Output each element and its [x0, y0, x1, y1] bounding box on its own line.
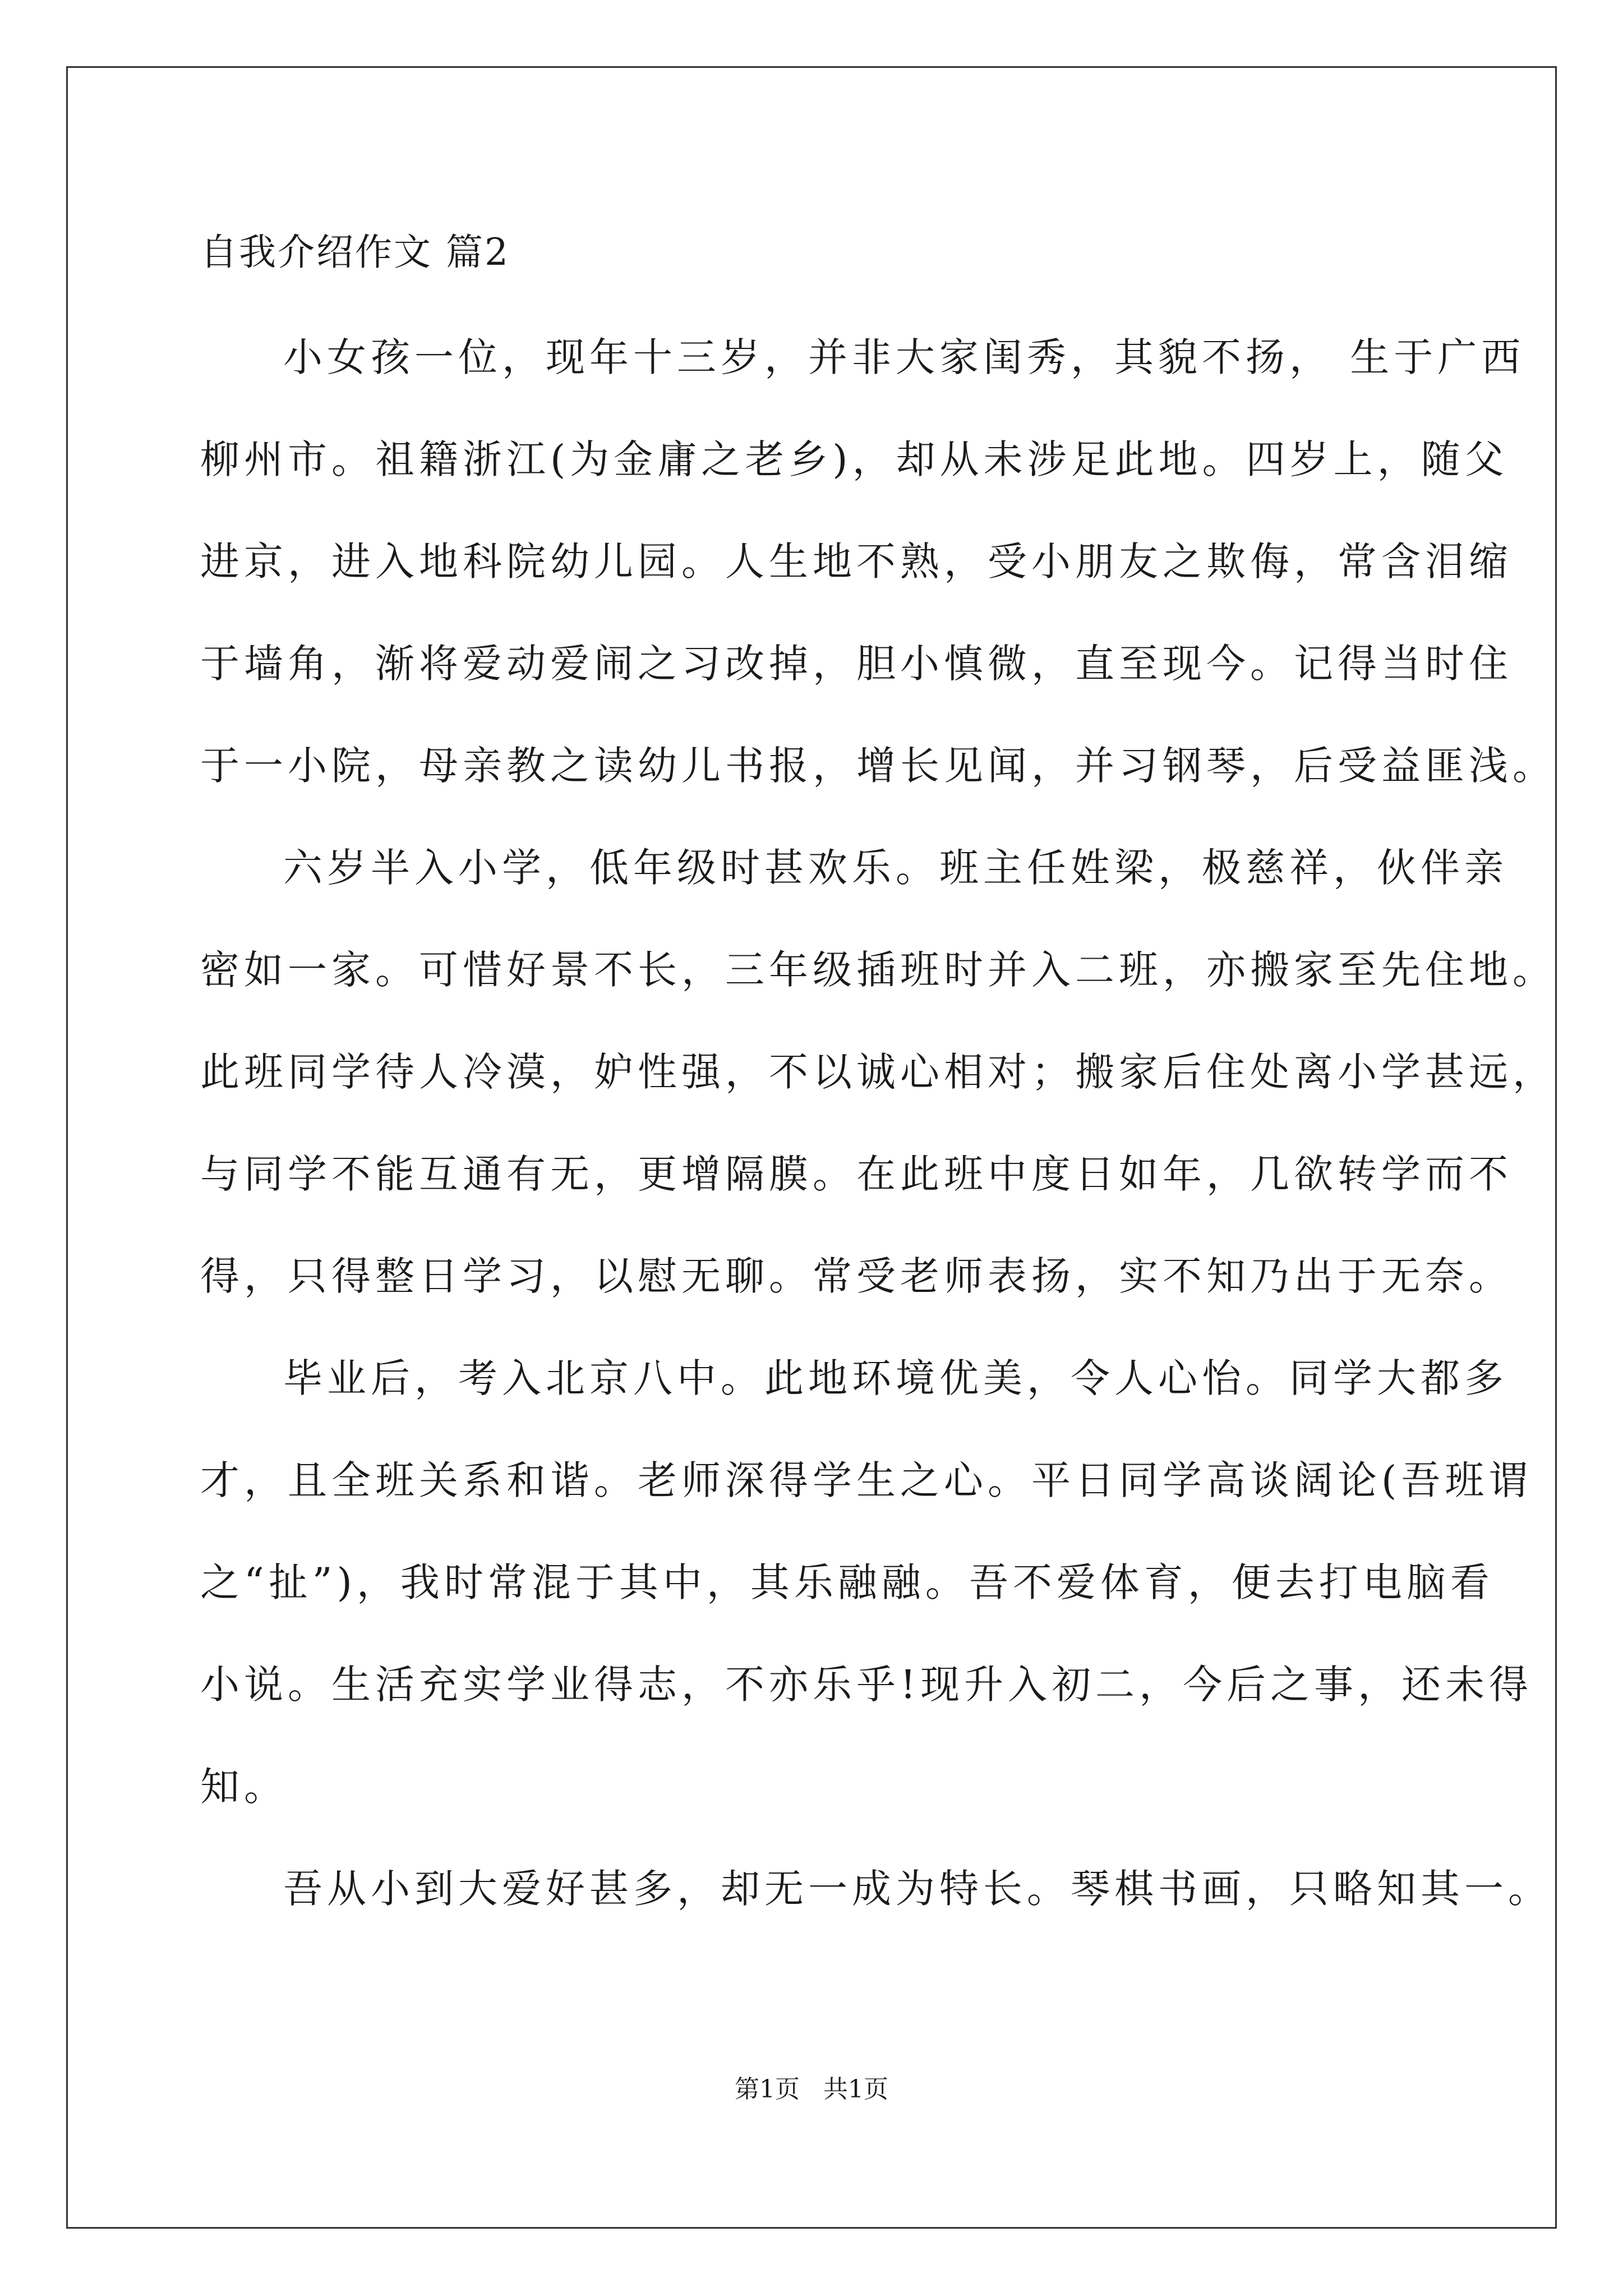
paragraph-2-line-3: 此班同学待人冷漠，妒性强，不以诚心相对；搬家后住处离小学甚远，: [200, 1049, 1556, 1095]
document-title: 自我介绍作文 篇2: [200, 231, 510, 274]
paragraph-2-line-4: 与同学不能互通有无，更增隔膜。在此班中度日如年，几欲转学而不: [200, 1151, 1513, 1197]
paragraph-1-line-4: 于墙角，渐将爱动爱闹之习改掉，胆小慎微，直至现今。记得当时住: [200, 641, 1513, 687]
paragraph-3-line-5: 知。: [200, 1764, 288, 1810]
paragraph-3-line-3: 之“扯”)，我时常混于其中，其乐融融。吾不爱体育，便去打电脑看: [200, 1559, 1494, 1605]
page-footer: 第1页 共1页: [735, 2075, 888, 2104]
paragraph-2-line-5: 得，只得整日学习，以慰无聊。常受老师表扬，实不知乃出于无奈。: [200, 1253, 1513, 1299]
paragraph-1-line-3: 进京，进入地科院幼儿园。人生地不熟，受小朋友之欺侮，常含泪缩: [200, 539, 1513, 585]
paragraph-1-line-5: 于一小院，母亲教之读幼儿书报，增长见闻，并习钢琴，后受益匪浅。: [200, 743, 1556, 789]
paragraph-2-line-1: 六岁半入小学，低年级时甚欢乐。班主任姓梁，极慈祥，伙伴亲: [283, 845, 1508, 891]
paragraph-4-line-1: 吾从小到大爱好甚多，却无一成为特长。琴棋书画，只略知其一。: [283, 1866, 1552, 1912]
paragraph-1-line-2: 柳州市。祖籍浙江(为金庸之老乡)，却从未涉足此地。四岁上，随父: [200, 436, 1509, 482]
paragraph-3-line-2: 才，且全班关系和谐。老师深得学生之心。平日同学高谈阔论(吾班谓: [200, 1457, 1533, 1503]
paragraph-1-line-1: 小女孩一位，现年十三岁，并非大家闺秀，其貌不扬， 生于广西: [283, 334, 1525, 380]
paragraph-3-line-1: 毕业后，考入北京八中。此地环境优美，令人心怡。同学大都多: [283, 1355, 1508, 1401]
paragraph-2-line-2: 密如一家。可惜好景不长，三年级插班时并入二班，亦搬家至先住地。: [200, 947, 1556, 993]
paragraph-3-line-4: 小说。生活充实学业得志，不亦乐乎!现升入初二，今后之事，还未得: [200, 1662, 1533, 1708]
